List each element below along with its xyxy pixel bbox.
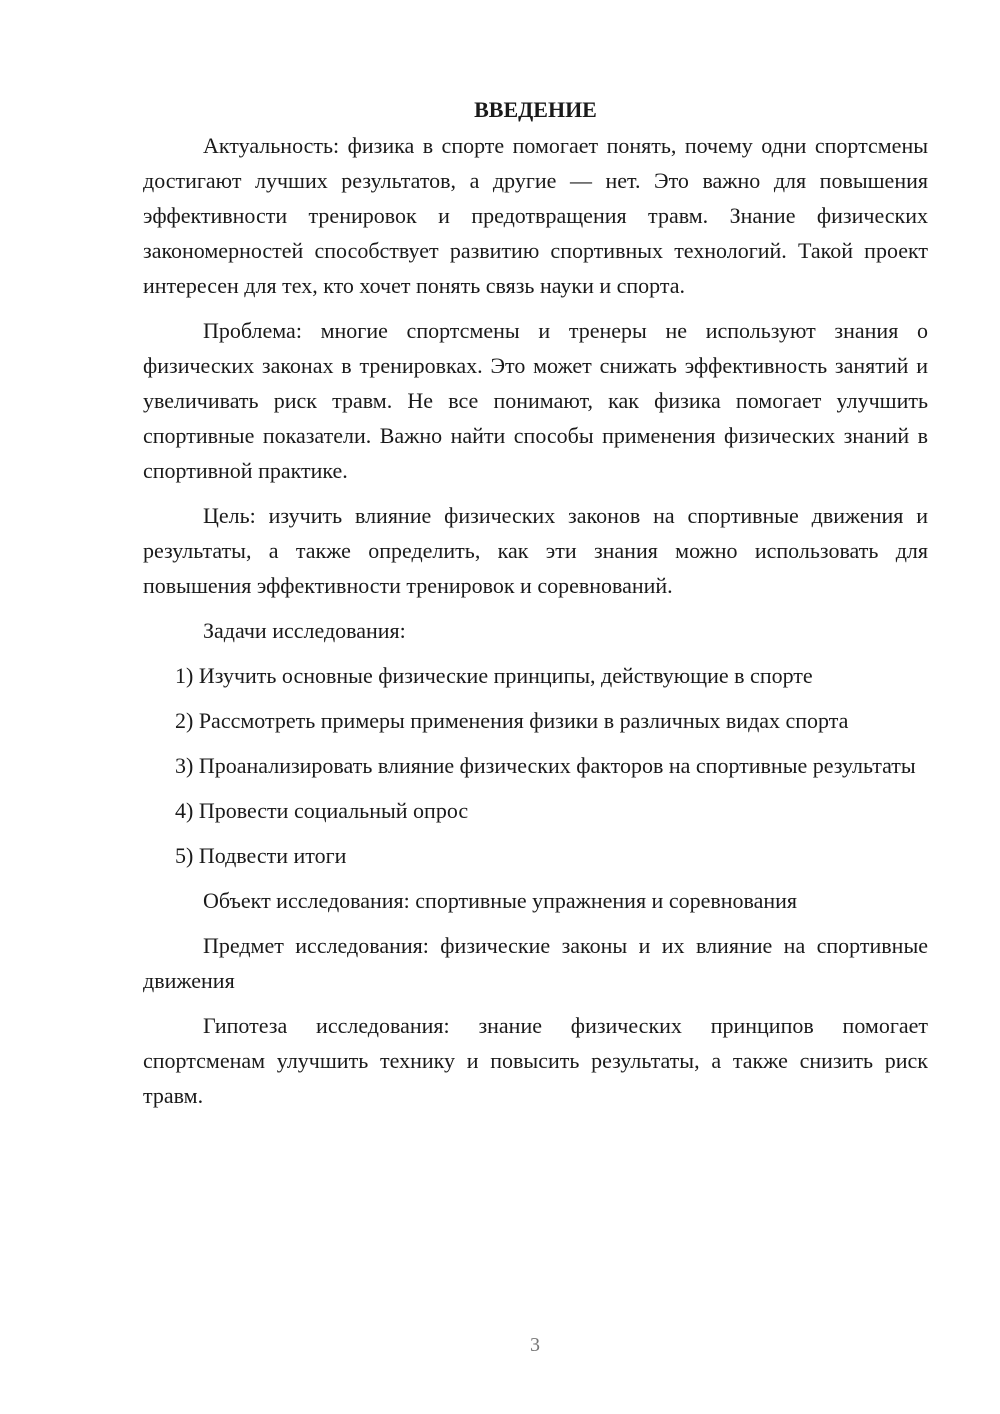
task-item: 5) Подвести итоги bbox=[175, 843, 347, 868]
problem-paragraph: Проблема: многие спортсмены и тренеры не используют знания о физических законах в тренировках. Это может снижать эффективность занятий и увеличивать риск травм. Не все понимают, как физика помогает улучшить спортивные показатели. Важно найти способы применения физических знаний в спортивной практике. bbox=[143, 318, 928, 483]
hypothesis-paragraph: Гипотеза исследования: знание физических принципов помогает спортсменам улучшить технику и повысить результаты, а также снизить риск травм. bbox=[143, 1013, 928, 1108]
page-number: 3 bbox=[530, 1334, 540, 1356]
task-item: 3) Проанализировать влияние физических факторов на спортивные результаты bbox=[175, 753, 916, 778]
tasks-heading: Задачи исследования: bbox=[203, 618, 406, 643]
relevance-paragraph: Актуальность: физика в спорте помогает понять, почему одни спортсмены достигают лучших результатов, а другие — нет. Это важно для повышения эффективности тренировок и предотвращения травм. Знание физических закономерностей способствует развитию спортивных технологий. Такой проект интересен для тех, кто хочет понять связь науки и спорта. bbox=[143, 133, 928, 298]
object-paragraph: Объект исследования: спортивные упражнения и соревнования bbox=[203, 888, 798, 913]
goal-paragraph: Цель: изучить влияние физических законов на спортивные движения и результаты, а также определить, как эти знания можно использовать для повышения эффективности тренировок и соревнований. bbox=[143, 503, 928, 598]
page-content bbox=[143, 92, 928, 1123]
page-title: ВВЕДЕНИЕ bbox=[474, 97, 597, 122]
task-item: 1) Изучить основные физические принципы, действующие в спорте bbox=[175, 663, 813, 688]
subject-paragraph: Предмет исследования: физические законы и их влияние на спортивные движения bbox=[143, 933, 928, 993]
task-item: 2) Рассмотреть примеры применения физики в различных видах спорта bbox=[175, 708, 849, 733]
task-item: 4) Провести социальный опрос bbox=[175, 798, 469, 823]
